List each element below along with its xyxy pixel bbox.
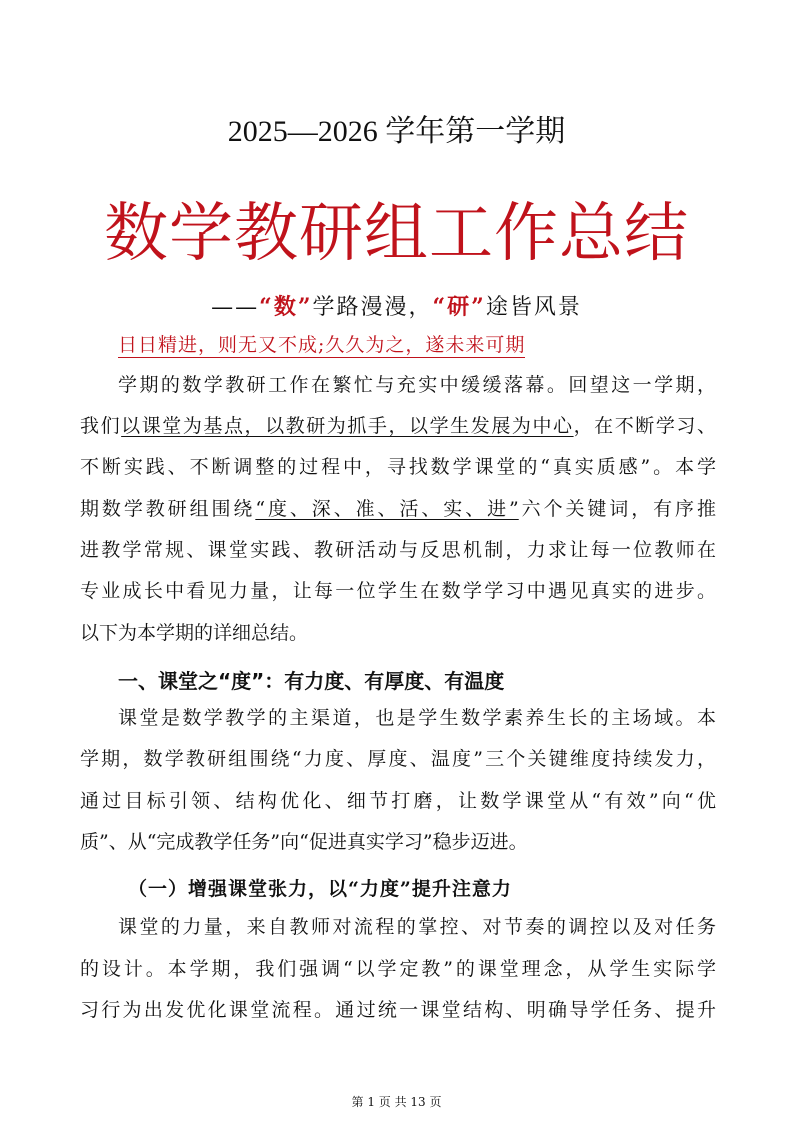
section-heading: 一、课堂之“度”：有力度、有厚度、有温度 bbox=[118, 669, 505, 693]
paragraph-line bbox=[118, 373, 716, 397]
paragraph-line bbox=[80, 789, 716, 813]
text-segment: 学期，数学教研组围绕“力度、厚度、温度”三个关键维度持续发力， bbox=[80, 748, 716, 770]
paragraph-line bbox=[80, 957, 716, 981]
text-segment: 我们 bbox=[80, 415, 122, 437]
text-segment: 通过目标引领、结构优化、细节打磨，让数学课堂从“有效”向“优 bbox=[80, 790, 716, 812]
paragraph-line bbox=[80, 455, 716, 479]
text-segment: 进教学常规、课堂实践、教研活动与反思机制，力求让每一位教师在 bbox=[80, 539, 716, 561]
text-segment: 质”、从“完成教学任务”向“促进真实学习”稳步迈进。 bbox=[80, 831, 528, 853]
paragraph-line bbox=[80, 579, 716, 603]
subtitle-end: 途皆风景 bbox=[485, 295, 582, 320]
paragraph-line bbox=[80, 538, 716, 562]
text-segment: 六个关键词，有序推 bbox=[518, 498, 716, 520]
subtitle-mid: 学路漫漫， bbox=[312, 295, 433, 320]
text-segment: 学期的数学教研工作在繁忙与充实中缓缓落幕。回望这一学期， bbox=[118, 374, 716, 396]
text-segment: 期数学教研组围绕 bbox=[80, 498, 256, 520]
text-segment: 专业成长中看见力量，让每一位学生在数学学习中遇见真实的进步。 bbox=[80, 580, 716, 602]
term-heading: 2025—2026 学年第一学期 bbox=[227, 115, 566, 148]
text-segment: 习行为出发优化课堂流程。通过统一课堂结构、明确导学任务、提升 bbox=[80, 999, 716, 1021]
text-segment: 课堂的力量，来自教师对流程的掌控、对节奏的调控以及对任务 bbox=[118, 916, 716, 938]
document-title: 数学教研组工作总结 bbox=[104, 197, 689, 271]
paragraph-line bbox=[80, 830, 716, 854]
page-footer: 第 1 页 共 13 页 bbox=[351, 1095, 442, 1109]
underlined-text: “度、深、准、活、实、进” bbox=[255, 498, 519, 520]
underlined-text: 以课堂为基点，以教研为抓手，以学生发展为中心 bbox=[121, 415, 574, 437]
paragraph-line bbox=[80, 747, 716, 771]
paragraph-line bbox=[80, 414, 716, 438]
subsection-heading: （一）增强课堂张力，以“力度”提升注意力 bbox=[128, 878, 512, 900]
subtitle-quote-shu: “数” bbox=[259, 294, 313, 320]
paragraph-line bbox=[118, 915, 716, 939]
subtitle bbox=[0, 290, 793, 321]
paragraph-line bbox=[80, 621, 716, 645]
text-segment: 课堂是数学教学的主渠道，也是学生数学素养生长的主场域。本 bbox=[118, 707, 716, 729]
text-segment: 以下为本学期的详细总结。 bbox=[80, 622, 309, 644]
text-segment: 的设计。本学期，我们强调“以学定教”的课堂理念，从学生实际学 bbox=[80, 958, 716, 980]
paragraph-line bbox=[80, 497, 716, 521]
subtitle-quote-yan: “研” bbox=[432, 294, 486, 320]
paragraph-line bbox=[118, 706, 716, 730]
text-segment: ，在不断学习、 bbox=[573, 415, 716, 437]
text-segment: 不断实践、不断调整的过程中，寻找数学课堂的“真实质感”。本学 bbox=[80, 456, 716, 478]
paragraph-line bbox=[80, 998, 716, 1022]
subtitle-dash: —— bbox=[211, 295, 260, 320]
motto: 日日精进，则无又不成;久久为之，遂未来可期 bbox=[118, 334, 526, 356]
